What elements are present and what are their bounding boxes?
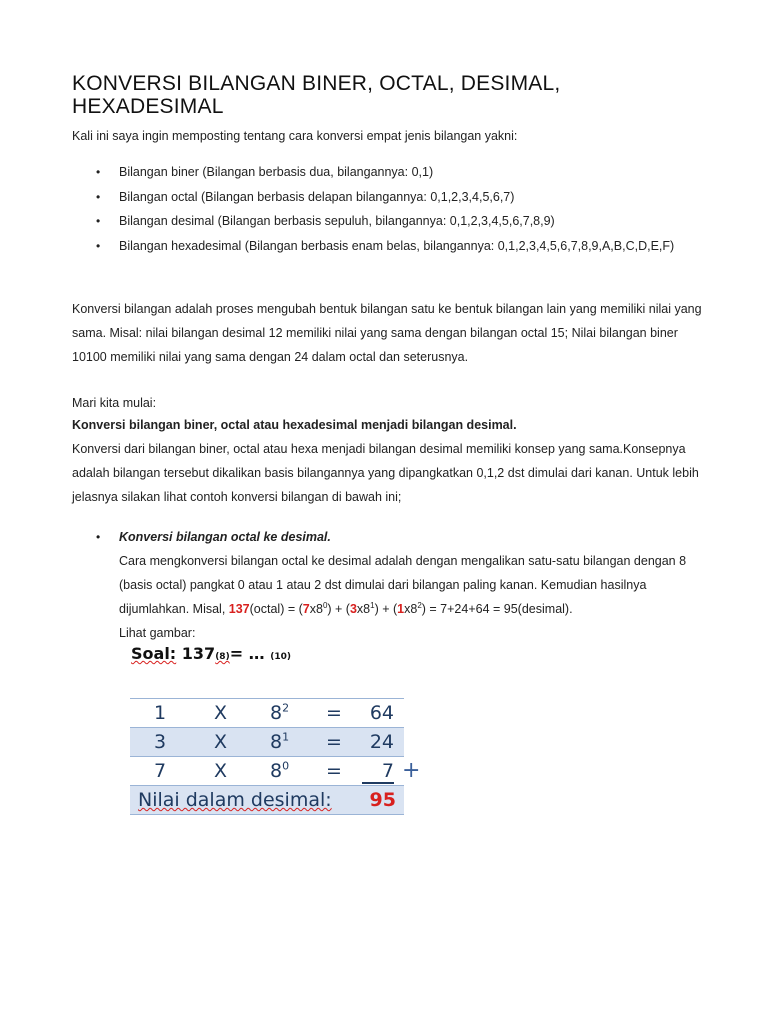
power-cell (270, 760, 289, 782)
calculation-table (130, 698, 404, 815)
digit-cell: 3 (154, 731, 167, 753)
start-label: Mari kita mulai: (72, 396, 157, 410)
equals-cell: = (326, 731, 342, 753)
problem-number: 137 (181, 644, 216, 663)
result-cell: 7 (362, 760, 394, 784)
operator-cell: X (214, 760, 228, 782)
problem-label: Soal: (131, 644, 177, 663)
problem-statement (131, 644, 291, 663)
subsection-heading: Konversi bilangan octal ke desimal. (119, 530, 331, 544)
total-label-text: Nilai dalam desimal: (138, 789, 332, 811)
exponent: 0 (322, 600, 328, 610)
total-value: 95 (369, 789, 396, 811)
total-row (130, 785, 404, 815)
explanation-text: Cara mengkonversi bilangan octal ke desimal adalah dengan mengalikan satu-satu bilangan dengan 8 (basis octal) pangkat 0 atau 1 atau 2 dst dimulai dari bilangan paling kanan. Kemudian hasilnya dijumlahkan. Misal, (119, 554, 687, 616)
base-value: 8 (270, 702, 283, 724)
example-part: (octal) = ( (249, 602, 303, 616)
power-cell (270, 731, 289, 753)
digit-cell: 1 (154, 702, 167, 724)
section-heading: Konversi bilangan biner, octal atau hexadesimal menjadi bilangan desimal. (72, 418, 517, 432)
concept-paragraph: Konversi dari bilangan biner, octal atau hexa menjadi bilangan desimal memiliki konsep yang sama.Konsepnya adalah bilangan tersebut dikalikan basis bilangannya yang dipangkatkan 0,1,2 dst dimulai dari kanan. Untuk lebih jelasnya silakan lihat contoh konversi bilangan di bawah ini; (72, 442, 699, 504)
example-part: ) + ( (327, 602, 350, 616)
operator-cell: X (214, 702, 228, 724)
octal-to-decimal-section (72, 525, 712, 645)
base-to: (10) (270, 652, 292, 662)
exponent: 1 (282, 730, 290, 744)
exponent: 2 (417, 600, 422, 610)
exponent: 0 (282, 759, 290, 773)
exponent: 2 (282, 701, 290, 715)
power-cell (270, 702, 289, 724)
example-part: x8 (356, 602, 371, 616)
bullet-icon: • (96, 530, 101, 544)
example-part: ) + ( (374, 602, 398, 616)
base-value: 8 (270, 731, 283, 753)
problem-equals: = … (229, 644, 265, 663)
result-cell: 64 (369, 702, 394, 724)
example-part: x8 (309, 602, 323, 616)
exponent: 1 (370, 600, 375, 610)
list-item: • Bilangan octal (Bilangan berbasis delapan bilangannya: 0,1,2,3,4,5,6,7) (72, 185, 722, 210)
example-part: ) = 7+24+64 = 95(desimal). (421, 602, 573, 616)
conversion-paragraph: Konversi bilangan adalah proses mengubah bentuk bilangan satu ke bentuk bilangan lain yang memiliki nilai yang sama. Misal: nilai bilangan desimal 12 memiliki nilai yang sama dengan bilangan octal 15; Nilai bilangan biner 10100 memiliki nilai yang sama dengan 24 dalam octal dan seterusnya. (72, 302, 702, 364)
list-item: • Bilangan hexadesimal (Bilangan berbasis enam belas, bilangannya: 0,1,2,3,4,5,6,7,8,9,A,B,C,D,E,F) (72, 234, 722, 259)
intro-paragraph: Kali ini saya ingin memposting tentang cara konversi empat jenis bilangan yakni: (72, 129, 518, 143)
number-types-list (72, 160, 722, 258)
equals-cell: = (326, 702, 342, 724)
example-part: x8 (404, 602, 418, 616)
example-number: 137 (228, 602, 250, 616)
table-row (130, 698, 404, 727)
operator-cell: X (214, 731, 228, 753)
table-row (130, 727, 404, 756)
example-digit: 7 (302, 602, 310, 616)
total-label (138, 789, 332, 811)
see-image-label: Lihat gambar: (119, 626, 196, 640)
list-item: • Bilangan desimal (Bilangan berbasis sepuluh, bilangannya: 0,1,2,3,4,5,6,7,8,9) (72, 209, 722, 234)
digit-cell: 7 (154, 760, 167, 782)
example-digit: 1 (397, 602, 405, 616)
equals-cell: = (326, 760, 342, 782)
example-digit: 3 (349, 602, 357, 616)
page-title: KONVERSI BILANGAN BINER, OCTAL, DESIMAL, HEXADESIMAL (72, 72, 561, 118)
base-value: 8 (270, 760, 283, 782)
result-cell: 24 (369, 731, 394, 753)
base-from: (8) (215, 652, 230, 662)
table-row (130, 756, 404, 785)
plus-icon: + (402, 758, 421, 783)
subsection-text (119, 549, 712, 621)
list-item: • Bilangan biner (Bilangan berbasis dua, bilangannya: 0,1) (72, 160, 722, 185)
